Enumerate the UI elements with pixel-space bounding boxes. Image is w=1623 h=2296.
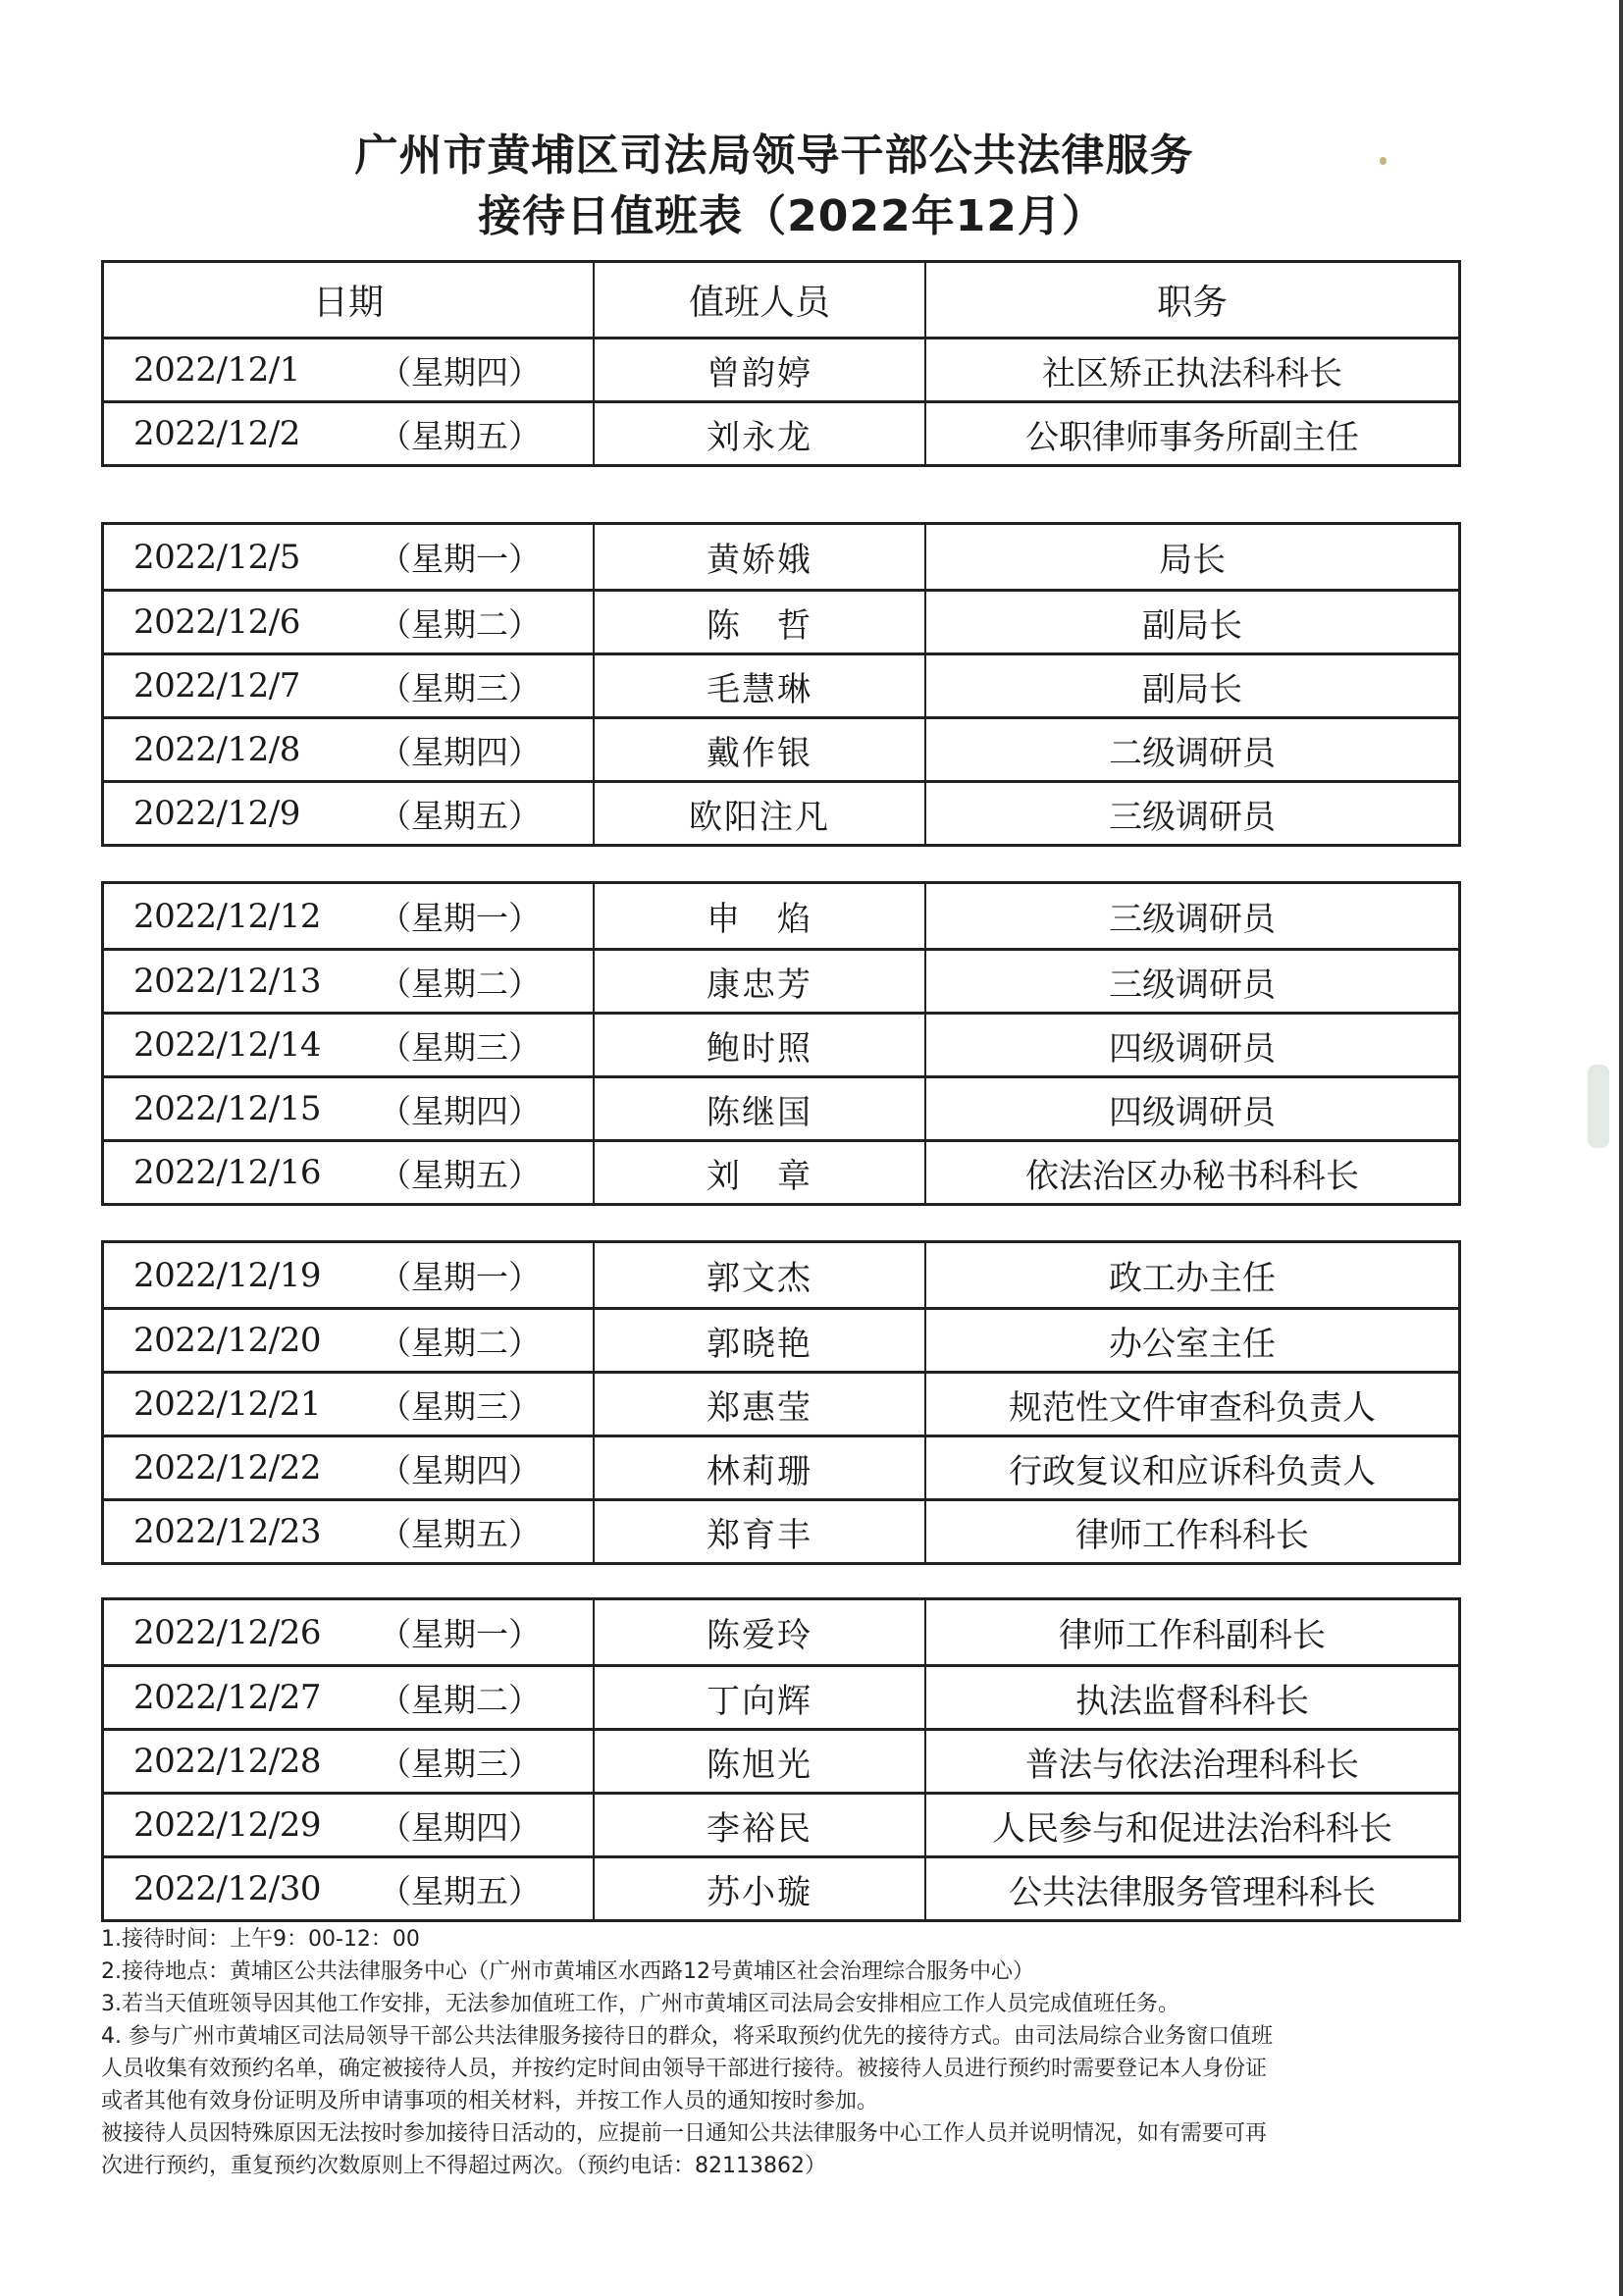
note-appointment-line3: 或者其他有效身份证明及所申请事项的相关材料，并按工作人员的通知按时参加。 [101, 2089, 879, 2113]
position-text: 四级调研员 [1109, 1092, 1276, 1132]
staff-name: 刘 章 [707, 1156, 812, 1196]
table-row [104, 1435, 1458, 1498]
header-staff: 值班人员 [595, 263, 926, 337]
position-cell [926, 719, 1458, 780]
table-row [104, 1012, 1458, 1075]
date-text: 2022/12/12 [133, 896, 321, 936]
date-text: 2022/12/27 [133, 1678, 321, 1717]
date-cell [104, 1600, 595, 1664]
weekday-text: （星期四） [379, 1450, 541, 1489]
staff-cell [595, 719, 926, 780]
staff-cell [595, 339, 926, 400]
date-text: 2022/12/21 [133, 1384, 321, 1424]
position-cell [926, 783, 1458, 844]
staff-name: 郑育丰 [707, 1515, 812, 1555]
note-appointment-line1: 4. 参与广州市黄埔区司法局领导干部公共法律服务接待日的群众，将采取预约优先的接待方式。由司法局综合业务窗口值班 [101, 2024, 1273, 2049]
date-cell [104, 403, 595, 464]
staff-cell [595, 1795, 926, 1855]
position-text: 二级调研员 [1109, 733, 1276, 773]
position-cell [926, 655, 1458, 716]
date-text: 2022/12/13 [133, 962, 321, 1001]
staff-cell [595, 1078, 926, 1139]
staff-cell [595, 884, 926, 948]
staff-cell [595, 1600, 926, 1664]
position-text: 局长 [1159, 541, 1226, 580]
duty-table-block-week1 [101, 260, 1461, 467]
date-cell [104, 525, 595, 589]
table-row [104, 1498, 1458, 1562]
position-cell [926, 1501, 1458, 1562]
staff-name: 陈继国 [707, 1092, 812, 1132]
staff-cell [595, 403, 926, 464]
staff-cell [595, 1310, 926, 1371]
note-reception-time: 1.接待时间：上午9：00-12：00 [101, 1927, 420, 1952]
position-text: 三级调研员 [1109, 797, 1276, 837]
note-appointment-line2: 人员收集有效预约名单，确定被接待人员，并按约定时间由领导干部进行接待。被接待人员进行预约时需要登记本人身份证 [101, 2057, 1268, 2081]
weekday-text: （星期四） [379, 732, 541, 771]
table-row [104, 1664, 1458, 1728]
position-cell [926, 525, 1458, 589]
date-cell [104, 1731, 595, 1792]
date-cell [104, 783, 595, 844]
position-cell [926, 1374, 1458, 1435]
staff-name: 申 焰 [707, 900, 812, 939]
staff-cell [595, 783, 926, 844]
date-cell [104, 1858, 595, 1919]
weekday-text: （星期二） [379, 1323, 541, 1362]
date-cell [104, 655, 595, 716]
position-text: 依法治区办秘书科科长 [1025, 1156, 1359, 1196]
date-cell [104, 951, 595, 1012]
date-text: 2022/12/7 [133, 666, 300, 705]
position-cell [926, 1858, 1458, 1919]
staff-name: 林莉珊 [707, 1451, 812, 1491]
duty-table-block-week4 [101, 1240, 1461, 1565]
weekday-text: （星期四） [379, 1807, 541, 1847]
position-text: 规范性文件审查科负责人 [1009, 1387, 1376, 1428]
date-text: 2022/12/14 [133, 1025, 321, 1065]
table-row [104, 780, 1458, 844]
date-text: 2022/12/20 [133, 1321, 321, 1360]
date-text: 2022/12/6 [133, 602, 300, 642]
header-position: 职务 [1156, 283, 1228, 323]
staff-cell [595, 1501, 926, 1562]
date-text: 2022/12/8 [133, 730, 300, 769]
footnotes [101, 1923, 1475, 2182]
note-reschedule-line2: 次进行预约，重复预约次数原则上不得超过两次。（预约电话：82113862） [101, 2154, 826, 2178]
staff-cell [595, 1243, 926, 1307]
date-cell [104, 719, 595, 780]
date-cell [104, 592, 595, 652]
position-cell [926, 1142, 1458, 1203]
staff-name: 郑惠莹 [707, 1387, 812, 1428]
position-text: 办公室主任 [1109, 1324, 1276, 1364]
weekday-text: （星期一） [379, 540, 541, 578]
position-cell [926, 1795, 1458, 1855]
table-row [104, 716, 1458, 780]
staff-cell [595, 1142, 926, 1203]
staff-cell [595, 1731, 926, 1792]
staff-name: 陈 哲 [707, 605, 812, 646]
date-text: 2022/12/16 [133, 1153, 321, 1192]
weekday-text: （星期一） [379, 899, 541, 937]
date-text: 2022/12/22 [133, 1448, 321, 1487]
staff-name: 毛慧琳 [707, 669, 812, 709]
duty-table-block-week5 [101, 1597, 1461, 1922]
position-cell [926, 339, 1458, 400]
table-row [104, 589, 1458, 652]
staff-cell [595, 1667, 926, 1728]
date-cell [104, 1667, 595, 1728]
scan-staple-mark [1588, 1065, 1609, 1148]
position-cell [926, 1078, 1458, 1139]
date-text: 2022/12/1 [133, 350, 300, 390]
table-row [104, 1600, 1458, 1664]
staff-cell [595, 1015, 926, 1075]
note-substitution: 3.若当天值班领导因其他工作安排，无法参加值班工作，广州市黄埔区司法局会安排相应工作人员完成值班任务。 [101, 1992, 1179, 2016]
position-text: 三级调研员 [1109, 900, 1276, 939]
position-cell [926, 1731, 1458, 1792]
weekday-text: （星期四） [379, 1091, 541, 1130]
position-text: 副局长 [1142, 605, 1242, 646]
date-text: 2022/12/5 [133, 537, 300, 577]
date-cell [104, 1015, 595, 1075]
staff-cell [595, 1374, 926, 1435]
staff-name: 陈爱玲 [707, 1616, 812, 1655]
position-cell [926, 1437, 1458, 1498]
position-text: 执法监督科科长 [1075, 1681, 1309, 1721]
weekday-text: （星期三） [379, 1386, 541, 1426]
staff-name: 欧阳注凡 [689, 797, 830, 837]
position-text: 行政复议和应诉科负责人 [1009, 1451, 1376, 1491]
staff-name: 李裕民 [707, 1808, 812, 1849]
position-text: 律师工作科科长 [1075, 1515, 1309, 1555]
position-text: 公职律师事务所副主任 [1025, 417, 1359, 457]
position-cell [926, 1243, 1458, 1307]
staff-cell [595, 1437, 926, 1498]
table-row [104, 1728, 1458, 1792]
position-cell [926, 1600, 1458, 1664]
staff-name: 苏小璇 [707, 1872, 812, 1912]
staff-name: 鲍时照 [707, 1028, 812, 1069]
date-text: 2022/12/23 [133, 1512, 321, 1551]
date-text: 2022/12/29 [133, 1805, 321, 1845]
date-cell [104, 339, 595, 400]
weekday-text: （星期二） [379, 964, 541, 1003]
duty-table-block-week3 [101, 881, 1461, 1206]
table-row [104, 400, 1458, 464]
staff-name: 黄娇娥 [707, 541, 812, 580]
date-cell [104, 1795, 595, 1855]
weekday-text: （星期五） [379, 796, 541, 835]
staff-name: 曾韵婷 [707, 353, 812, 393]
date-cell [104, 1243, 595, 1307]
date-text: 2022/12/19 [133, 1255, 321, 1295]
position-text: 政工办主任 [1109, 1259, 1276, 1298]
staff-cell [595, 1858, 926, 1919]
weekday-text: （星期五） [379, 1514, 541, 1553]
date-cell [104, 884, 595, 948]
note-reschedule-line1: 被接待人员因特殊原因无法按时参加接待日活动的，应提前一日通知公共法律服务中心工作人员并说明情况，如有需要可再 [101, 2121, 1268, 2146]
table-row [104, 337, 1458, 400]
staff-name: 刘永龙 [707, 417, 812, 457]
duty-table-block-week2 [101, 522, 1461, 847]
staff-cell [595, 951, 926, 1012]
staff-cell [595, 655, 926, 716]
date-text: 2022/12/15 [133, 1089, 321, 1128]
table-row [104, 948, 1458, 1012]
position-cell [926, 1015, 1458, 1075]
position-cell [926, 592, 1458, 652]
weekday-text: （星期三） [379, 1744, 541, 1783]
table-header-row [104, 263, 1458, 337]
table-row [104, 525, 1458, 589]
weekday-text: （星期三） [379, 1027, 541, 1067]
table-row [104, 884, 1458, 948]
table-row [104, 1371, 1458, 1435]
staff-name: 郭晓艳 [707, 1324, 812, 1364]
staff-cell [595, 592, 926, 652]
position-cell [926, 403, 1458, 464]
weekday-text: （星期四） [379, 352, 541, 391]
staff-cell [595, 525, 926, 589]
table-row [104, 1075, 1458, 1139]
note-reception-location: 2.接待地点：黄埔区公共法律服务中心（广州市黄埔区水西路12号黄埔区社会治理综合服务中心） [101, 1959, 1034, 1984]
staff-name: 戴作银 [707, 733, 812, 773]
date-text: 2022/12/2 [133, 414, 300, 453]
table-row [104, 1792, 1458, 1855]
position-text: 人民参与和促进法治科科长 [992, 1808, 1392, 1849]
date-text: 2022/12/26 [133, 1612, 321, 1652]
weekday-text: （星期五） [379, 1155, 541, 1194]
table-row [104, 1139, 1458, 1203]
table-row [104, 1243, 1458, 1307]
position-cell [926, 1310, 1458, 1371]
weekday-text: （星期三） [379, 668, 541, 707]
staff-name: 丁向辉 [707, 1681, 812, 1721]
position-text: 普法与依法治理科科长 [1025, 1745, 1359, 1785]
date-text: 2022/12/30 [133, 1869, 321, 1908]
position-text: 社区矫正执法科科长 [1042, 353, 1342, 393]
date-cell [104, 1501, 595, 1562]
date-text: 2022/12/9 [133, 794, 300, 833]
position-cell [926, 951, 1458, 1012]
position-text: 副局长 [1142, 669, 1242, 709]
staff-name: 康忠芳 [707, 965, 812, 1005]
date-text: 2022/12/28 [133, 1742, 321, 1781]
date-cell [104, 1437, 595, 1498]
scan-page-edge [1619, 0, 1623, 2296]
weekday-text: （星期二） [379, 604, 541, 644]
position-text: 三级调研员 [1109, 965, 1276, 1005]
date-cell [104, 1142, 595, 1203]
date-cell [104, 1078, 595, 1139]
weekday-text: （星期一） [379, 1258, 541, 1296]
position-text: 四级调研员 [1109, 1028, 1276, 1069]
position-cell [926, 884, 1458, 948]
weekday-text: （星期五） [379, 416, 541, 455]
date-cell [104, 1310, 595, 1371]
position-text: 律师工作科副科长 [1059, 1616, 1326, 1655]
weekday-text: （星期一） [379, 1615, 541, 1653]
weekday-text: （星期二） [379, 1680, 541, 1719]
document-title-line2: 接待日值班表（2022年12月） [478, 191, 1106, 241]
staff-name: 郭文杰 [707, 1259, 812, 1298]
weekday-text: （星期五） [379, 1871, 541, 1910]
table-row [104, 1307, 1458, 1371]
header-date: 日期 [104, 263, 595, 337]
position-cell [926, 1667, 1458, 1728]
position-text: 公共法律服务管理科科长 [1009, 1872, 1376, 1912]
table-row [104, 652, 1458, 716]
date-cell [104, 1374, 595, 1435]
document-title-line1: 广州市黄埔区司法局领导干部公共法律服务 [354, 130, 1194, 181]
staff-name: 陈旭光 [707, 1745, 812, 1785]
table-row [104, 1855, 1458, 1919]
